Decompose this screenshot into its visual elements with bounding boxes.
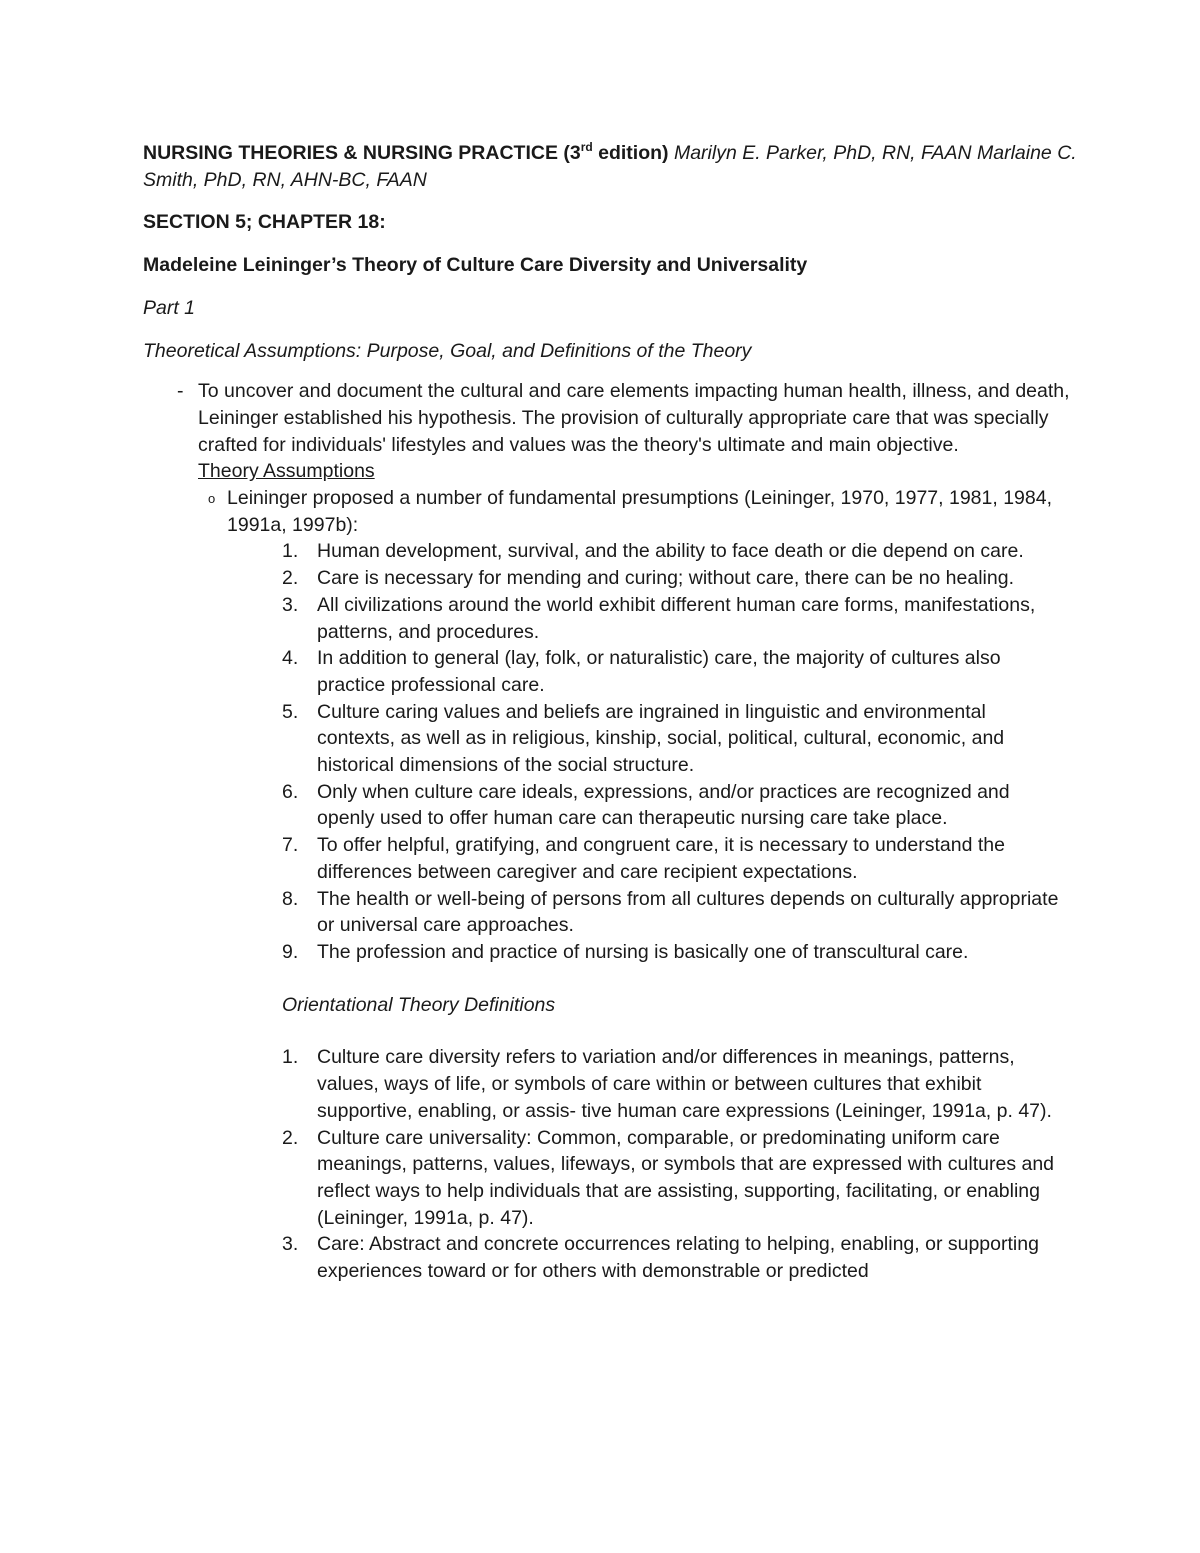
list-number: 3. (282, 593, 299, 616)
list-item-text: Care: Abstract and concrete occurrences relating to helping, enabling, or supporting experiences toward or for others with demonstrable or predicted (317, 1233, 1039, 1283)
list-number: 8. (282, 887, 299, 910)
assumptions-intro (143, 485, 1100, 538)
main-bullet-text: To uncover and document the cultural and care elements impacting human health, illness, and death, Leininger established his hypothesis. The provision of culturally appropriate care that was specially crafted for individuals' lifestyles and values was the theory's ultimate and main objective. (198, 380, 1070, 456)
list-item-text: All civilizations around the world exhibit different human care forms, manifestations, patterns, and procedures. (317, 593, 1036, 643)
edition-suffix: edition) (592, 142, 669, 164)
list-number: 7. (282, 834, 299, 857)
list-number: 5. (282, 700, 299, 723)
list-number: 9. (282, 940, 299, 963)
list-item-text: Only when culture care ideals, expressions, and/or practices are recognized and openly used to offer human care can therapeutic nursing care take place. (317, 780, 1010, 830)
assumptions-intro-text: Leininger proposed a number of fundamental presumptions (Leininger, 1970, 1977, 1981, 1984, 1991a, 1997b): (227, 487, 1052, 536)
circle-bullet-icon: o (208, 491, 216, 507)
list-number: 4. (282, 647, 299, 670)
theory-title: Madeleine Leininger’s Theory of Culture Care Diversity and Universality (143, 254, 808, 277)
main-bullet (143, 378, 1078, 485)
list-item (143, 538, 1067, 565)
theory-assumptions-heading: Theory Assumptions (198, 460, 375, 483)
list-item (143, 779, 1067, 832)
list-item (143, 645, 1067, 698)
list-number: 2. (282, 1126, 299, 1149)
list-item (143, 886, 1067, 939)
list-number: 2. (282, 567, 299, 590)
list-item-text: In addition to general (lay, folk, or naturalistic) care, the majority of cultures also practice professional care. (317, 647, 1001, 696)
section-subtitle: Theoretical Assumptions: Purpose, Goal, and Definitions of the Theory (143, 339, 752, 362)
list-item-text: Culture caring values and beliefs are ingrained in linguistic and environmental contexts, as well as in religious, kinship, social, political, cultural, economic, and historical dimensions of the social structure. (317, 700, 1005, 777)
list-item-text: Care is necessary for mending and curing; without care, there can be no healing. (317, 567, 1014, 590)
list-item-text: Culture care universality: Common, comparable, or predominating uniform care meanings, patterns, values, lifeways, or symbols that are expressed with cultures and reflect ways to help individuals that are assisting, supporting, facilitating, or enabling (Leininger, 1991a, p. 47). (317, 1126, 1055, 1229)
list-item-text: Culture care diversity refers to variation and/or differences in meanings, patterns, values, ways of life, or symbols of care within or between cultures that exhibit supportive, enabling, or assis- tive human care expressions (Leininger, 1991a, p. 47). (317, 1046, 1052, 1122)
list-item (143, 565, 1067, 592)
edition-superscript: rd (580, 140, 593, 154)
list-item (143, 699, 1067, 779)
list-item (143, 832, 1067, 885)
document-header (143, 140, 1100, 193)
list-item (143, 1231, 1067, 1284)
section-heading: SECTION 5; CHAPTER 18: (143, 211, 386, 234)
list-item (143, 939, 1067, 966)
book-authors: Marilyn E. Parker, PhD, RN, FAAN Marlaine C. Smith, PhD, RN, AHN-BC, FAAN (143, 142, 1077, 191)
book-title: NURSING THEORIES & NURSING PRACTICE (3 (143, 142, 581, 164)
list-item-text: The profession and practice of nursing is basically one of transcultural care. (317, 940, 969, 963)
list-item-text: To offer helpful, gratifying, and congruent care, it is necessary to understand the differences between caregiver and care recipient expectations. (317, 834, 1005, 883)
definitions-list (143, 1044, 1100, 1284)
orientational-definitions-heading: Orientational Theory Definitions (282, 993, 556, 1016)
assumptions-list (143, 538, 1100, 965)
list-item (143, 592, 1067, 645)
part-label: Part 1 (143, 296, 196, 319)
list-number: 6. (282, 780, 299, 803)
list-number: 1. (282, 540, 299, 563)
list-item (143, 1044, 1067, 1124)
list-item (143, 1125, 1067, 1232)
list-item-text: The health or well-being of persons from all cultures depends on culturally appropriate or universal care approaches. (317, 887, 1059, 937)
list-number: 1. (282, 1046, 299, 1069)
dash-marker: - (177, 380, 184, 403)
list-item-text: Human development, survival, and the ability to face death or die depend on care. (317, 540, 1024, 563)
list-number: 3. (282, 1233, 299, 1256)
